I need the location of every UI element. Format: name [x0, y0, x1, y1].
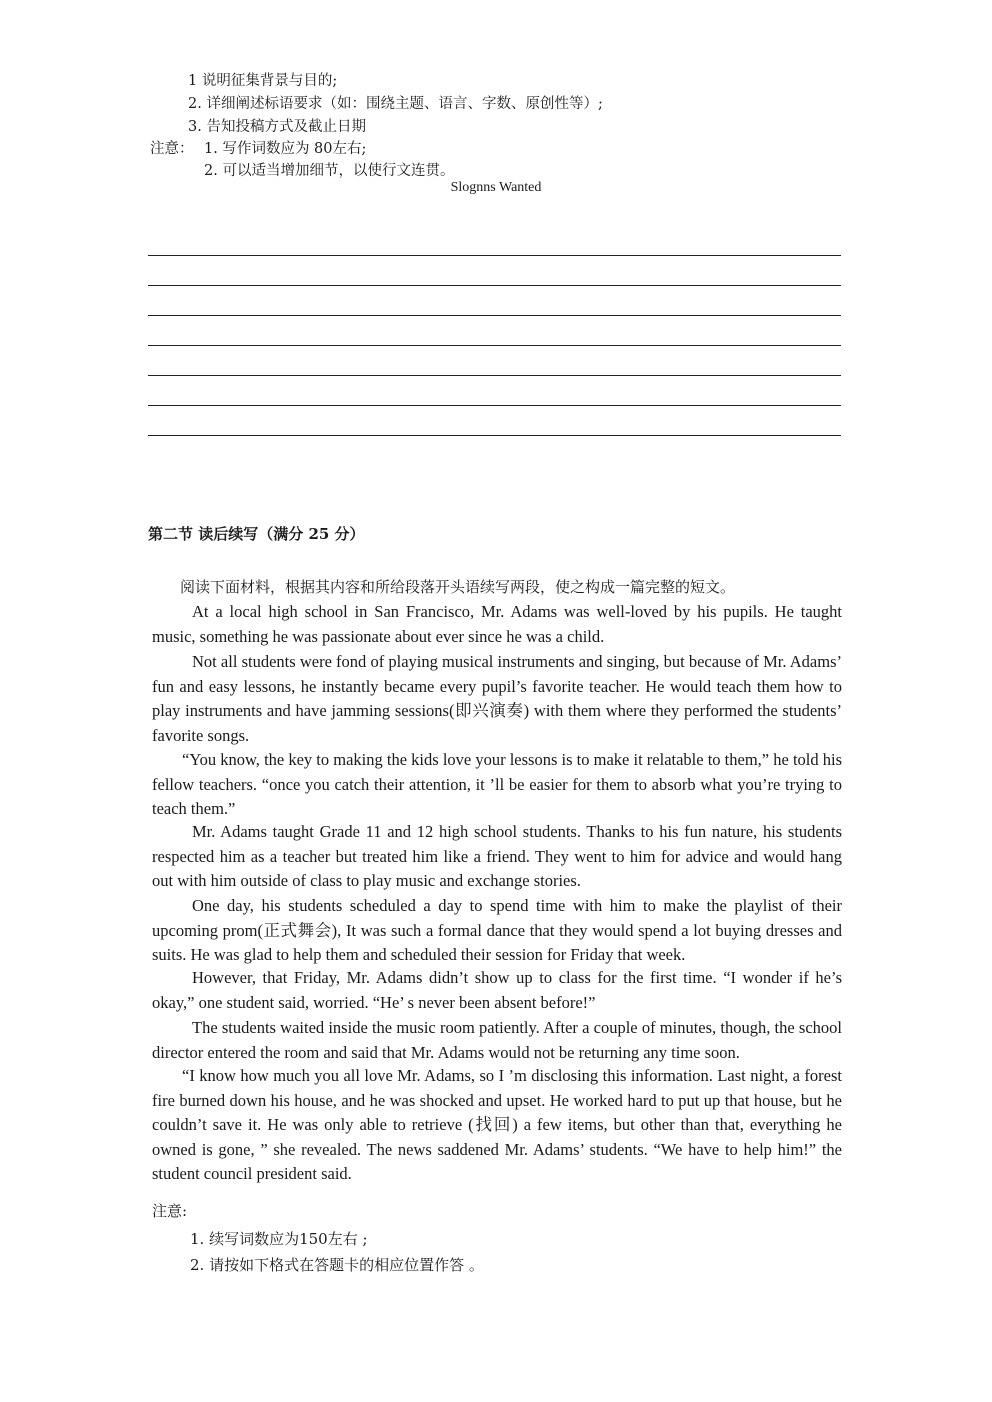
requirement-2: 2. 详细阐述标语要求（如：围绕主题、语言、字数、原创性等）; [188, 96, 603, 112]
story-paragraph-5: One day, his students scheduled a day to spend time with him to make the playlist of their upcoming prom(正式舞会), It was such a formal dance that they would spend a lot buying dresses and suits. He was glad to help them and scheduled their session for Friday that week. [152, 896, 842, 964]
requirement-1: 1 说明征集背景与目的; [188, 73, 338, 89]
answer-line [148, 406, 841, 436]
story-paragraph-8: “I know how much you all love Mr. Adams, so I ’m disclosing this information. Last night, a forest fire burned down his house, and he was shocked and upset. He worked hard to put up that house, but he couldn’t save it. He was only able to retrieve (找回) a few items, but other than that, everything he owned is gone, ” she revealed. The news saddened Mr. Adams’ students. “We have to help him!” the student council president said. [152, 1066, 842, 1183]
story-paragraph-2: Not all students were fond of playing musical instruments and singing, but because of Mr. Adams’ fun and easy lessons, he instantly became every pupil’s favorite teacher. He would teach them how to play instruments and have jamming sessions(即兴演奏) with them where they performed the students’ favorite songs. [152, 652, 842, 745]
continuation-note-2: 2. 请按如下格式在答题卡的相应位置作答 。 [190, 1256, 484, 1274]
notes-label: 注意： [150, 141, 194, 157]
section-instruction: 阅读下面材料，根据其内容和所给段落开头语续写两段，使之构成一篇完整的短文。 [180, 578, 736, 596]
answer-line [148, 376, 841, 406]
story-paragraph-6: However, that Friday, Mr. Adams didn’t show up to class for the first time. “I wonder if he’s okay,” one student said, worried. “He’ s never been absent before!” [152, 968, 842, 1012]
answer-line [148, 286, 841, 316]
note-1: 1. 写作词数应为 80左右; [204, 141, 367, 157]
requirement-3: 3. 告知投稿方式及截止日期 [188, 119, 366, 135]
answer-line [148, 256, 841, 286]
story-paragraph-1: At a local high school in San Francisco, Mr. Adams was well-loved by his pupils. He taught music, something he was passionate about ever since he was a child. [152, 602, 842, 646]
story-paragraph-4: Mr. Adams taught Grade 11 and 12 high school students. Thanks to his fun nature, his students respected him as a teacher but treated him like a friend. They went to him for advice and would hang out with him outside of class to play music and exchange stories. [152, 822, 842, 890]
note-2: 2. 可以适当增加细节，以使行文连贯。 [204, 163, 455, 179]
writing-title: Slognns Wanted [450, 180, 542, 195]
continuation-notes-label: 注意: [152, 1202, 188, 1220]
answer-line [148, 316, 841, 346]
answer-lines [148, 226, 841, 436]
section-heading: 第二节 读后续写（满分 25 分） [148, 525, 365, 543]
answer-line [148, 226, 841, 256]
answer-line [148, 346, 841, 376]
story-paragraph-3: “You know, the key to making the kids love your lessons is to make it relatable to them,” he told his fellow teachers. “once you catch their attention, it ’ll be easier for them to absorb what you’re trying to teach them.” [152, 750, 842, 818]
story-paragraph-7: The students waited inside the music room patiently. After a couple of minutes, though, the school director entered the room and said that Mr. Adams would not be returning any time soon. [152, 1018, 842, 1062]
continuation-note-1: 1. 续写词数应为150左右 ; [190, 1230, 368, 1248]
